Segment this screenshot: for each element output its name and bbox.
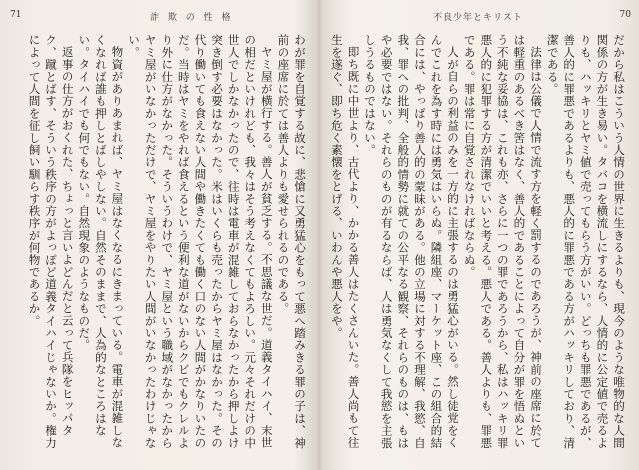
running-header: 不良少年とキリスト xyxy=(433,13,523,23)
paragraph: 人が自らの利益のみを一方的に主張するのは勇猛心がいる。然し徒党をくんでこれを為す時には勇気はいらぬ。隣組座、マーケット座、この組合的結合には、やっぱり善人的の蒙昧がある。他の立場に対する不理解、我慾、自我、罪への批判、全般的情勢に就ての公平なる観察、それらのものは、もはや必要ではない。それらのものが有るならば、人は勇気なくして我慾を主張しうるものではない。 xyxy=(363,34,461,449)
paragraph: 即ち既に中世より、古代より、かかる善人はたくさんいた。善人尚もて往生を遂ぐ、即ち危く素懐をとげる、いわんや悪人をや。 xyxy=(329,34,361,449)
paragraph: 物資がありあまれば、ヤミ屋はなくなるにきまっている。電車が混雑しなくなれば誰も押しとばしやしない。自然そのままで、人為的なところはない。タイハイでも何でもない。自然現象のようなものだ。 xyxy=(77,34,125,449)
paragraph: 法律は公儀で人情で流す方を軽く罰するのであろうが、神前の座席に於ては軽重のあるべき筈はなく、善人的であることによって自分が罪を悟ぬという不純な妥協は、これも亦、さらに一つの罪であろうから、私はハッキリ罪悪人的に犯罪する方が清潔でいいと考える。悪人である。善人よりも、罪悪である。罪は常に自覚されなければならぬ。 xyxy=(462,34,544,449)
paragraph: ヤミ屋が横行する。善人が貧乏する。不思議な世だ。道義タイハイ、末世の相だといけれども、我々はそう考えなくてもよろしい。元々それだけの中世人でしかなかったので、往時は電車が混雑しておらなかったから押しよけ突き倒す必要はなかった。米はいくらも売ったからヤミ屋はなかった。その代り働いても食えない人間や働きたくても働く口のない人間がかなりいたのだ。当時はヤミをやれば食えるという便利な道がないからクビでもクレルより外に仕方がなかった。そういうわけで、ヤミ屋という職域がなかったからヤミ屋がいなかっただけで、ヤミ屋をやりたい人間がいなかったわけじゃない。 xyxy=(127,34,274,449)
running-header: 詐 欺 の 性 格 xyxy=(150,13,234,23)
paragraph: だから私はこういう人情の世界に生きるよりも、現今のような唯物的な人間関係の方が生き易い。タバコを横流しにするなら、人情的に公定値で売るよりも、ハッキリとヤミ値で売ってもらう方がいい。どっちも罪悪であるが、善人的に罪悪であるよりも、悪人的に罪悪である方がハッキリしており、清潔である。 xyxy=(545,34,626,449)
right-page xyxy=(321,0,639,470)
page-body xyxy=(329,34,627,452)
page-number: 71 xyxy=(10,10,22,20)
page-body xyxy=(18,34,308,452)
paragraph: 返事の仕方がおくれた、ちょっと言いよどんだと云って兵隊をヒッパタク、蹴とばす、そういう秩序の方がよっぽど道義タイハイじゃないか。権力によって人間を征し飼い馴らす秩序が何物であるか。 xyxy=(27,34,75,449)
page-number: 70 xyxy=(619,10,631,20)
left-page xyxy=(0,0,318,470)
paragraph: わが罪を自覚する故に、悲愴に又勇猛心をもって悪へ踏みきる罪の子は、神前の座席に於ては善人よりも愛せられるのである。 xyxy=(276,34,307,449)
